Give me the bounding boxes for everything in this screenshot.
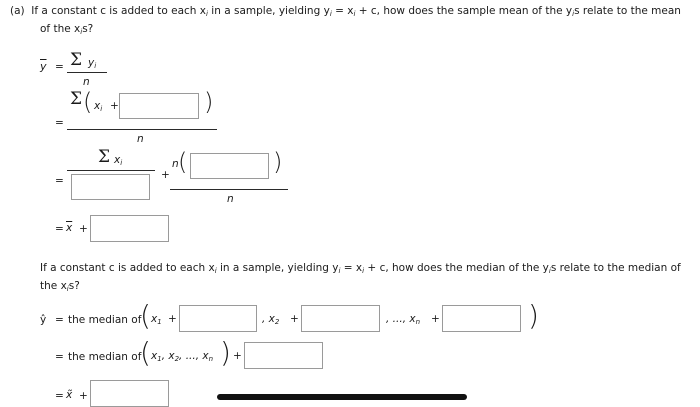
median-of-label: the median of [68, 314, 142, 326]
mean-split-denominator-input[interactable] [71, 174, 150, 200]
paren-close: ) [204, 88, 214, 116]
fraction-bar [67, 72, 107, 73]
xbar-symbol: $\overline{x}$ [66, 222, 73, 234]
sigma-symbol: Σ [98, 147, 111, 167]
denominator-n: n [137, 133, 144, 145]
x-i-term: xi [94, 100, 103, 113]
xtilde-symbol: x̃ [66, 389, 73, 401]
equals-sign: = [55, 351, 64, 363]
equals-sign: = [55, 175, 64, 187]
equals-sign: = [55, 223, 64, 235]
equals-sign: = [55, 390, 64, 402]
fraction-bar [67, 170, 155, 171]
mean-numerator-input[interactable] [119, 93, 199, 119]
fraction-bar [67, 129, 217, 130]
plus-sign: + [431, 313, 440, 325]
ybar-symbol: $\overline{y}$ [40, 60, 47, 73]
median-input-2[interactable] [301, 305, 380, 332]
mean-split-numerator-input[interactable] [190, 153, 269, 179]
paren-open: ( [140, 299, 151, 332]
equals-sign: = [55, 314, 64, 326]
paren-open: ( [83, 88, 93, 116]
x-i-term: xi [114, 154, 123, 167]
xn-term: , ..., xn [386, 313, 421, 326]
x2-term: , $x_2$ [262, 313, 280, 326]
denominator-n: n [83, 76, 90, 88]
sigma-symbol: Σ [70, 50, 83, 70]
question-a-line-1: (a) If a constant c is added to each xi in a sample, yielding yi = xi + c, how does the sample mean of the yis relate to the mean [10, 5, 681, 18]
paren-open: ( [140, 336, 151, 369]
n-coefficient: n [172, 158, 179, 170]
plus-sign: + [110, 100, 119, 112]
horizontal-scrollbar[interactable] [217, 394, 467, 400]
x-list: $x_1$, $x_2$, ..., xn [151, 350, 214, 363]
equals-sign: = [55, 117, 64, 129]
equals-sign: = [55, 61, 64, 73]
denominator-n: n [227, 193, 234, 205]
median-of-label: the median of [68, 351, 142, 363]
paren-close: ) [528, 299, 539, 332]
yhat-symbol: ŷ [40, 314, 47, 326]
x1-term: $x_1$ [151, 313, 162, 326]
plus-sign: + [233, 350, 242, 362]
median-input-1[interactable] [179, 305, 257, 332]
question-b-line-2: the xis? [40, 280, 80, 293]
plus-sign: + [79, 390, 88, 402]
paren-close: ) [273, 148, 283, 176]
median-input-4[interactable] [244, 342, 323, 369]
question-b-line-1: If a constant c is added to each xi in a sample, yielding yi = xi + c, how does the median of the yis relate to the median of [40, 262, 681, 275]
median-input-3[interactable] [442, 305, 521, 332]
plus-sign: + [290, 313, 299, 325]
sigma-symbol: Σ [70, 89, 83, 109]
paren-open: ( [178, 148, 188, 176]
fraction-bar [170, 189, 288, 190]
y-i-term: yi [88, 57, 97, 70]
question-a-line-2: of the xis? [40, 23, 94, 36]
mean-result-input[interactable] [90, 215, 169, 242]
median-result-input[interactable] [90, 380, 169, 407]
plus-sign: + [79, 223, 88, 235]
paren-close: ) [220, 336, 231, 369]
plus-sign: + [168, 313, 177, 325]
plus-sign: + [161, 169, 170, 181]
